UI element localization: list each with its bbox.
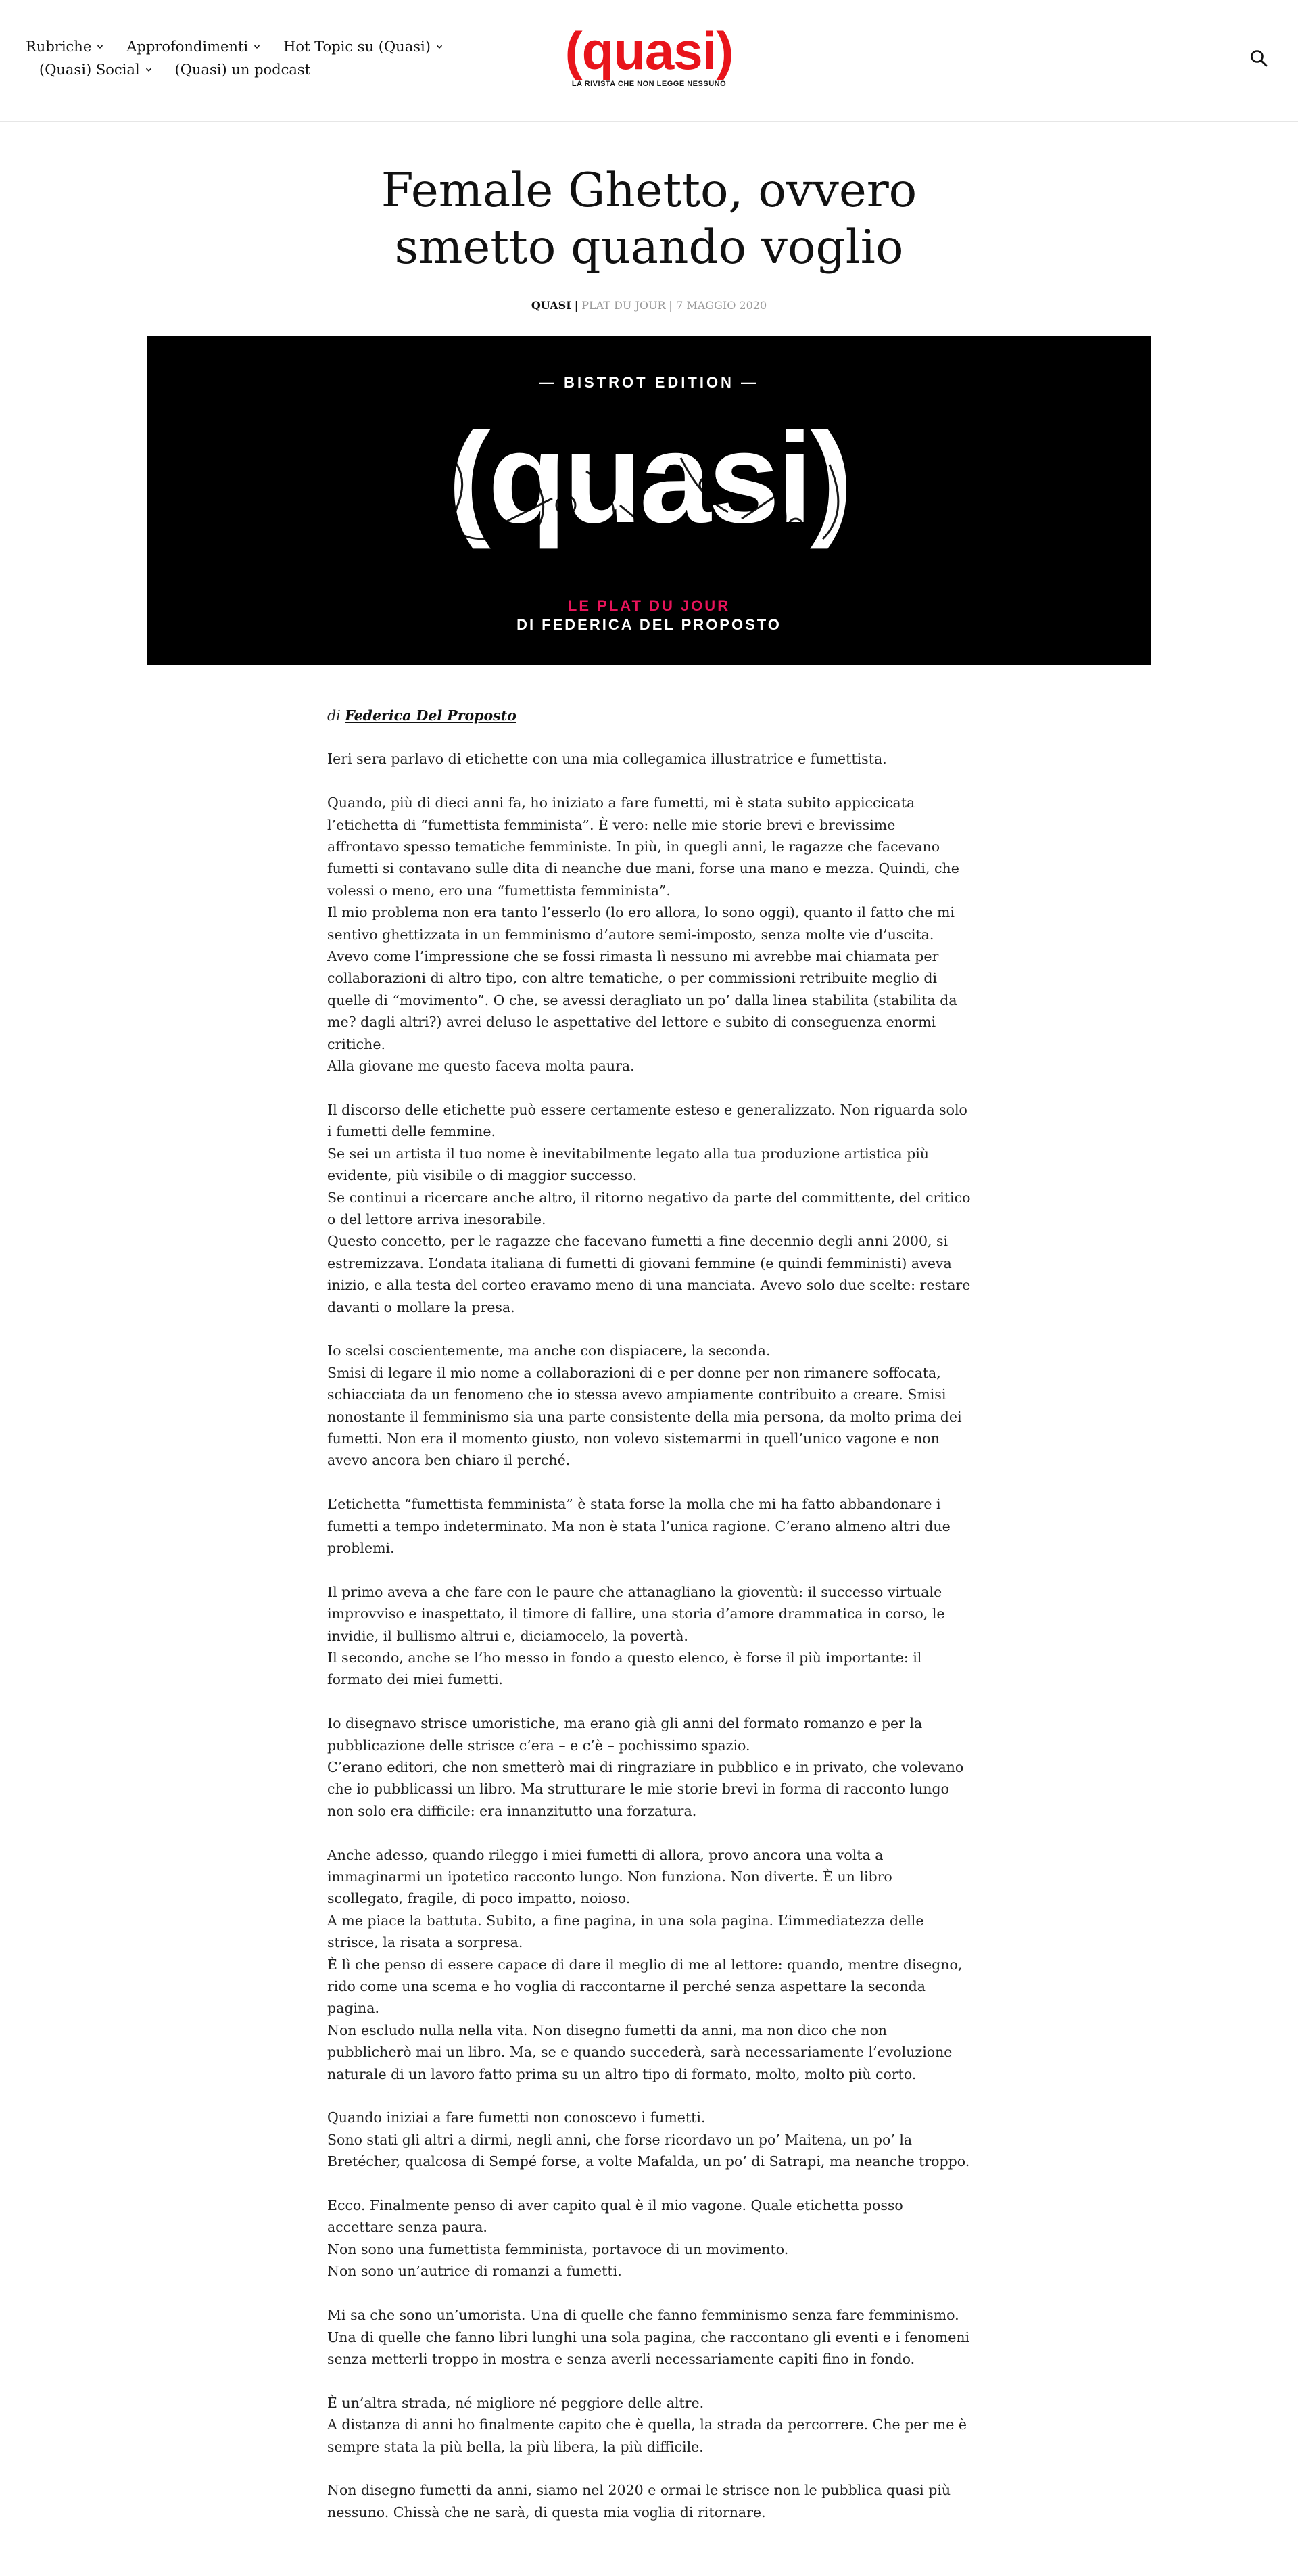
paragraph-line: C’erano editori, che non smetterò mai di ringraziare in pubblico e in privato, che volevano che io pubblicassi un libro. Ma strutturare le mie storie brevi in forma di racconto lungo non solo era difficile: era innanzitutto una forzatura.: [327, 1759, 964, 1819]
meta-category[interactable]: PLAT DU JOUR: [581, 299, 666, 312]
nav-item-label: Rubriche: [26, 39, 92, 55]
paragraph-line: A me piace la battuta. Subito, a fine pagina, in una sola pagina. L’immediatezza delle strisce, la risata a sorpresa.: [327, 1912, 924, 1951]
article-paragraph: [327, 2479, 971, 2523]
nav-item-label: Approfondimenti: [126, 39, 249, 55]
paragraph-line: Ieri sera parlavo di etichette con una mia collegamica illustratrice e fumettista.: [327, 751, 887, 768]
paragraph-line: Io disegnavo strisce umoristiche, ma erano già gli anni del formato romanzo e per la pubblicazione delle strisce c’era – e c’è – pochissimo spazio.: [327, 1715, 923, 1754]
article-meta: [379, 299, 919, 312]
chevron-down-icon: [145, 66, 152, 73]
site-header: [0, 0, 1298, 122]
paragraph-line: Smisi di legare il mio nome a collaborazioni di e per donne per non rimanere soffocata, schiacciata da un fenomeno che io stessa avevo ampiamente contribuito a creare. Smisi nonostante il femminismo sia una parte consistente della mia persona, da molto prima dei fumetti. Non era il momento giusto, non volevo sistemarmi in quell’unico vagone e non avevo ancora ben chiaro il perché.: [327, 1364, 962, 1469]
paragraph-line: Sono stati gli altri a dirmi, negli anni, che forse ricordavo un po’ Maitena, un po’ la Bretécher, qualcosa di Sempé forse, a volte Mafalda, un po’ di Satrapi, ma neanche troppo.: [327, 2131, 970, 2170]
banner-wordmark: (quasi): [448, 406, 850, 550]
paragraph-line: È lì che penso di essere capace di dare il meglio di me al lettore: quando, mentre disegno, rido come una scema e ho voglia di raccontarne il perché senza aspettare la seconda pagina.: [327, 1956, 963, 2017]
article-paragraph: [327, 1340, 971, 1471]
paragraph-line: Questo concetto, per le ragazze che facevano fumetti a fine decennio degli anni 2000, si estremizzava. L’ondata italiana di fumetti di giovani femmine (e quindi femministi) aveva inizio, e alla testa del corteo eravamo meno di una manciata. Avevo solo due scelte: restare davanti o mollare la presa.: [327, 1233, 971, 1315]
banner-plat-du-jour: LE PLAT DU JOUR: [567, 597, 731, 614]
nav-row-secondary: [26, 58, 499, 81]
nav-item-label: (Quasi) Social: [39, 62, 140, 78]
paragraph-line: Mi sa che sono un’umorista. Una di quelle che fanno femminismo senza fare femminismo. Una di quelle che fanno libri lunghi una sola pagina, che raccontano gli eventi e i fenomeni senza metterli troppo in mostra e senza averli necessariamente capiti fino in fondo.: [327, 2307, 970, 2367]
meta-author[interactable]: QUASI: [531, 299, 571, 312]
article-body: [327, 705, 971, 2546]
banner-edition: — BISTROT EDITION —: [539, 374, 759, 391]
nav-item-quasi-social[interactable]: [39, 58, 152, 81]
paragraph-line: Alla giovane me questo faceva molta paura.: [327, 1058, 635, 1075]
article-paragraph: [327, 2195, 971, 2282]
featured-banner: [147, 336, 1151, 665]
nav-item-label: Hot Topic su (Quasi): [283, 39, 431, 55]
paragraph-line: Il discorso delle etichette può essere certamente esteso e generalizzato. Non riguarda solo i fumetti delle femmine.: [327, 1101, 967, 1140]
article-paragraph: [327, 1099, 971, 1318]
article-paragraph: [327, 748, 971, 770]
paragraph-line: Il primo aveva a che fare con le paure che attanagliano la gioventù: il successo virtuale improvviso e inaspettato, il timore di fallire, una storia d’amore drammatica in corso, le invidie, il bullismo altrui e, diciamocelo, la povertà.: [327, 1583, 945, 1644]
paragraph-line: A distanza di anni ho finalmente capito che è quella, la strada da percorrere. Che per me è sempre stata la più bella, la più libera, la più difficile.: [327, 2416, 967, 2455]
paragraph-line: Non sono un’autrice di romanzi a fumetti.: [327, 2263, 622, 2280]
paragraph-line: Non escludo nulla nella vita. Non disegno fumetti da anni, ma non dico che non pubblicherò mai un libro. Ma, se e quando succederà, sarà necessariamente l’evoluzione naturale di un lavoro fatto prima su un altro tipo di formato, molto, molto più corto.: [327, 2021, 953, 2082]
meta-date: 7 MAGGIO 2020: [676, 299, 767, 312]
article-paragraph: [327, 2392, 971, 2458]
nav-item-quasi-un-podcast[interactable]: [175, 58, 311, 81]
site-logo[interactable]: [553, 20, 745, 101]
nav-item-label: (Quasi) un podcast: [174, 62, 311, 78]
paragraph-line: Quando iniziai a fare fumetti non conoscevo i fumetti.: [327, 2109, 706, 2126]
paragraph-line: Ecco. Finalmente penso di aver capito qual è il mio vagone. Quale etichetta posso accettare senza paura.: [327, 2197, 903, 2236]
paragraph-line: Se sei un artista il tuo nome è inevitabilmente legato alla tua produzione artistica più evidente, più visibile o di maggior successo.: [327, 1145, 929, 1184]
meta-separator: |: [574, 299, 582, 312]
chevron-down-icon: [254, 43, 260, 50]
search-button[interactable]: [1249, 49, 1268, 68]
banner-author-line: DI FEDERICA DEL PROPOSTO: [516, 616, 782, 633]
paragraph-line: È un’altra strada, né migliore né peggiore delle altre.: [327, 2394, 704, 2411]
nav-row-primary: [26, 35, 499, 58]
paragraph-line: Quando, più di dieci anni fa, ho iniziato a fare fumetti, mi è stata subito appiccicata l’etichetta di “fumettista femminista”. È vero: nelle mie storie brevi e brevissime affrontavo spesso tematiche femministe. In più, in quegli anni, le ragazze che facevano fumetti si contavano sulle dita di neanche due mani, forse una mano e mezza. Quindi, che volessi o meno, ero una “fumettista femminista”.: [327, 795, 959, 899]
article-byline: [327, 705, 971, 726]
article-paragraph: [327, 2304, 971, 2370]
meta-separator: |: [669, 299, 677, 312]
nav-item-rubriche[interactable]: [26, 35, 103, 58]
nav-item-approfondimenti[interactable]: [126, 35, 260, 58]
byline-prefix: di: [327, 707, 345, 724]
byline-author-link[interactable]: Federica Del Proposto: [345, 707, 516, 724]
main-nav: [26, 35, 499, 81]
search-icon: [1249, 49, 1268, 68]
chevron-down-icon: [97, 43, 103, 50]
paragraph-line: Non disegno fumetti da anni, siamo nel 2020 e ormai le strisce non le pubblica quasi più nessuno. Chissà che ne sarà, di questa mia voglia di ritornare.: [327, 2482, 951, 2521]
paragraph-line: L’etichetta “fumettista femminista” è stata forse la molla che mi ha fatto abbandonare i fumetti a tempo indeterminato. Ma non è stata l’unica ragione. C’erano almeno altri due problemi.: [327, 1496, 951, 1556]
chevron-down-icon: [436, 43, 443, 50]
paragraph-line: Non sono una fumettista femminista, portavoce di un movimento.: [327, 2241, 789, 2257]
paragraph-line: Anche adesso, quando rileggo i miei fumetti di allora, provo ancora una volta a immaginarmi un ipotetico racconto lungo. Non funziona. Non diverte. È un libro scollegato, fragile, di poco impatto, noioso.: [327, 1846, 892, 1907]
logo-tagline: LA RIVISTA CHE NON LEGGE NESSUNO: [571, 80, 727, 88]
article-paragraph: [327, 1581, 971, 1691]
article-paragraph: [327, 792, 971, 1077]
article-paragraph: [327, 1844, 971, 2085]
article-paragraph: [327, 1493, 971, 1559]
nav-item-hot-topic-su-quasi[interactable]: [283, 35, 443, 58]
logo-wordmark: (quasi): [564, 21, 734, 80]
paragraph-line: Il secondo, anche se l’ho messo in fondo a questo elenco, è forse il più importante: il formato dei miei fumetti.: [327, 1649, 922, 1688]
article-title: Female Ghetto, ovvero smetto quando voglio: [381, 164, 917, 275]
article-paragraph: [327, 1712, 971, 1822]
paragraph-line: Io scelsi coscientemente, ma anche con dispiacere, la seconda.: [327, 1342, 771, 1359]
paragraph-line: Il mio problema non era tanto l’esserlo (lo ero allora, lo sono oggi), quanto il fatto che mi sentivo ghettizzata in un femminismo d’autore semi-imposto, senza molte vie d’uscita. Avevo come l’impressione che se fossi rimasta lì nessuno mi avrebbe mai chiamata per collaborazioni di altro tipo, con altre tematiche, o per commissioni retribuite meglio di quelle di “movimento”. O che, se avessi deragliato un po’ dalla linea stabilita (stabilita da me? dagli altri?) avrei deluso le aspettative del lettore e subito di conseguenza enormi critiche.: [327, 904, 957, 1052]
paragraph-line: Se continui a ricercare anche altro, il ritorno negativo da parte del committente, del critico o del lettore arriva inesorabile.: [327, 1189, 971, 1227]
article-paragraph: [327, 2107, 971, 2172]
